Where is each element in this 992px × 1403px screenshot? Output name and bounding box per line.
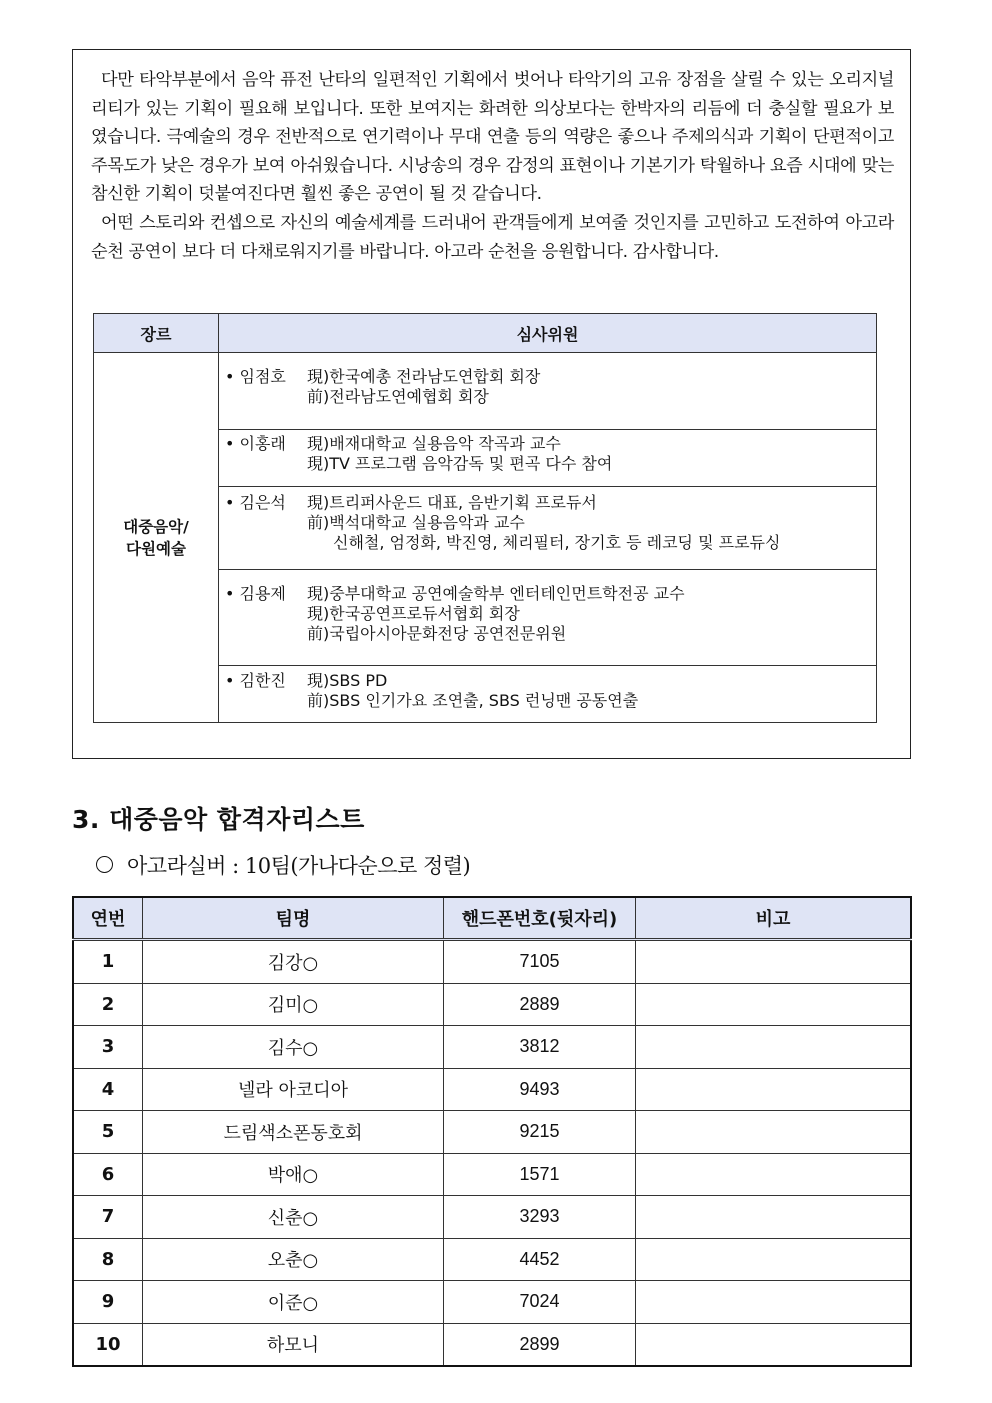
note-cell: [636, 1238, 912, 1281]
judge-name: • 김한진: [225, 671, 286, 690]
judge-career: 現)트리퍼사운드 대표, 음반기획 프로듀서: [307, 493, 597, 512]
note-cell: [636, 1026, 912, 1069]
table-row: [73, 1026, 911, 1069]
row-number: 2: [73, 983, 143, 1026]
section-subtitle: [96, 850, 470, 880]
phone-suffix: 9493: [444, 1068, 636, 1111]
row-number: 9: [73, 1281, 143, 1324]
table-row: [73, 1068, 911, 1111]
col-header-note: 비고: [636, 897, 912, 940]
team-name: 하모니: [143, 1323, 444, 1366]
note-cell: [636, 1111, 912, 1154]
team-name: 박애○: [143, 1153, 444, 1196]
judge-career: 前)국립아시아문화전당 공연전문위원: [307, 624, 567, 643]
row-number: 10: [73, 1323, 143, 1366]
judge-career: 現)중부대학교 공연예술학부 엔터테인먼트학전공 교수: [307, 584, 685, 603]
team-name: 신춘○: [143, 1196, 444, 1239]
review-paragraph: 어떤 스토리와 컨셉으로 자신의 예술세계를 드러내어 관객들에게 보여줄 것인지를 고민하고 도전하여 아고라 순천 공연이 보다 더 다채로워지기를 바랍니다. 아고라 순천을 응원합니다. 감사합니다.: [91, 212, 894, 262]
judge-name: • 김용제: [225, 584, 286, 603]
table-row: [73, 940, 911, 984]
table-row: [73, 983, 911, 1026]
genre-header: 장르: [94, 314, 219, 353]
review-text: [91, 66, 894, 266]
section-title: 3. 대중음악 합격자리스트: [72, 805, 365, 834]
judge-cell: [219, 666, 877, 723]
table-row: [73, 1323, 911, 1366]
circle-bullet-icon: [96, 856, 113, 873]
judge-name: • 이홍래: [225, 434, 286, 453]
phone-suffix: 3812: [444, 1026, 636, 1069]
table-row: [73, 1153, 911, 1196]
judge-career: 現)SBS PD: [307, 671, 388, 690]
genre-label: 대중음악/: [123, 517, 189, 536]
review-paragraph: 다만 타악부분에서 음악 퓨전 난타의 일편적인 기획에서 벗어나 타악기의 고유 장점을 살릴 수 있는 오리지널리티가 있는 기획이 필요해 보입니다. 또한 보여지는 화려한 의상보다는 한박자의 리듬에 더 충실할 필요가 보였습니다. 극예술의 경우 전반적으로 연기력이나 무대 연출 등의 역량은 좋으나 주제의식과 기획이 단편적이고 주목도가 낮은 경우가 보여 아쉬웠습니다. 시낭송의 경우 감정의 표현이나 기본기가 탁월하나 요즘 시대에 맞는 참신한 기획이 덧붙여진다면 훨씬 좋은 공연이 될 것 같습니다.: [91, 70, 894, 205]
note-cell: [636, 1281, 912, 1324]
phone-suffix: 2899: [444, 1323, 636, 1366]
row-number: 5: [73, 1111, 143, 1154]
judge-cell: [219, 487, 877, 570]
table-row: [73, 1238, 911, 1281]
phone-suffix: 3293: [444, 1196, 636, 1239]
row-number: 8: [73, 1238, 143, 1281]
judge-career: 現)배재대학교 실용음악 작곡과 교수: [307, 434, 561, 453]
genre-cell: [94, 353, 219, 723]
phone-suffix: 2889: [444, 983, 636, 1026]
row-number: 7: [73, 1196, 143, 1239]
pass-list-table: [72, 896, 912, 1367]
judge-cell: [219, 353, 877, 430]
phone-suffix: 7024: [444, 1281, 636, 1324]
phone-suffix: 9215: [444, 1111, 636, 1154]
judge-career: 現)TV 프로그램 음악감독 및 편곡 다수 참여: [307, 454, 613, 473]
row-number: 6: [73, 1153, 143, 1196]
table-row: [73, 1111, 911, 1154]
row-number: 1: [73, 940, 143, 984]
table-row: [73, 1281, 911, 1324]
review-comment-box: [72, 49, 911, 759]
col-header-team: 팀명: [143, 897, 444, 940]
row-number: 4: [73, 1068, 143, 1111]
judges-header-row: [94, 314, 877, 353]
list-body: [73, 940, 911, 1367]
team-name: 드림색소폰동호회: [143, 1111, 444, 1154]
phone-suffix: 7105: [444, 940, 636, 984]
judge-career: 前)SBS 인기가요 조연출, SBS 런닝맨 공동연출: [307, 691, 639, 710]
judge-career: 現)한국예총 전라남도연합회 회장: [307, 367, 541, 386]
row-number: 3: [73, 1026, 143, 1069]
team-name: 넬라 아코디아: [143, 1068, 444, 1111]
judges-header: 심사위원: [219, 314, 877, 353]
col-header-phone: 핸드폰번호(뒷자리): [444, 897, 636, 940]
genre-label: 다원예술: [126, 539, 186, 558]
judge-cell: [219, 430, 877, 487]
note-cell: [636, 1323, 912, 1366]
note-cell: [636, 1153, 912, 1196]
table-row: [73, 1196, 911, 1239]
judge-career: 現)한국공연프로듀서협회 회장: [307, 604, 520, 623]
note-cell: [636, 1196, 912, 1239]
team-name: 김미○: [143, 983, 444, 1026]
note-cell: [636, 983, 912, 1026]
note-cell: [636, 1068, 912, 1111]
list-header-row: [73, 897, 911, 940]
team-name: 김수○: [143, 1026, 444, 1069]
phone-suffix: 1571: [444, 1153, 636, 1196]
judges-table: [93, 313, 877, 723]
col-header-no: 연번: [73, 897, 143, 940]
judge-cell: [219, 570, 877, 666]
team-name: 오춘○: [143, 1238, 444, 1281]
judge-name: • 김은석: [225, 493, 286, 512]
phone-suffix: 4452: [444, 1238, 636, 1281]
team-name: 김강○: [143, 940, 444, 984]
judge-row: [94, 353, 877, 430]
judge-career: 前)백석대학교 실용음악과 교수: [307, 513, 525, 532]
subtitle-text: 아고라실버 : 10팀(가나다순으로 정렬): [127, 854, 471, 878]
judge-name: • 임점호: [225, 367, 286, 386]
judge-career: 前)전라남도연예협회 회장: [307, 387, 489, 406]
judge-career: 신해철, 엄정화, 박진영, 체리필터, 장기호 등 레코딩 및 프로듀싱: [333, 533, 781, 552]
team-name: 이준○: [143, 1281, 444, 1324]
note-cell: [636, 940, 912, 984]
